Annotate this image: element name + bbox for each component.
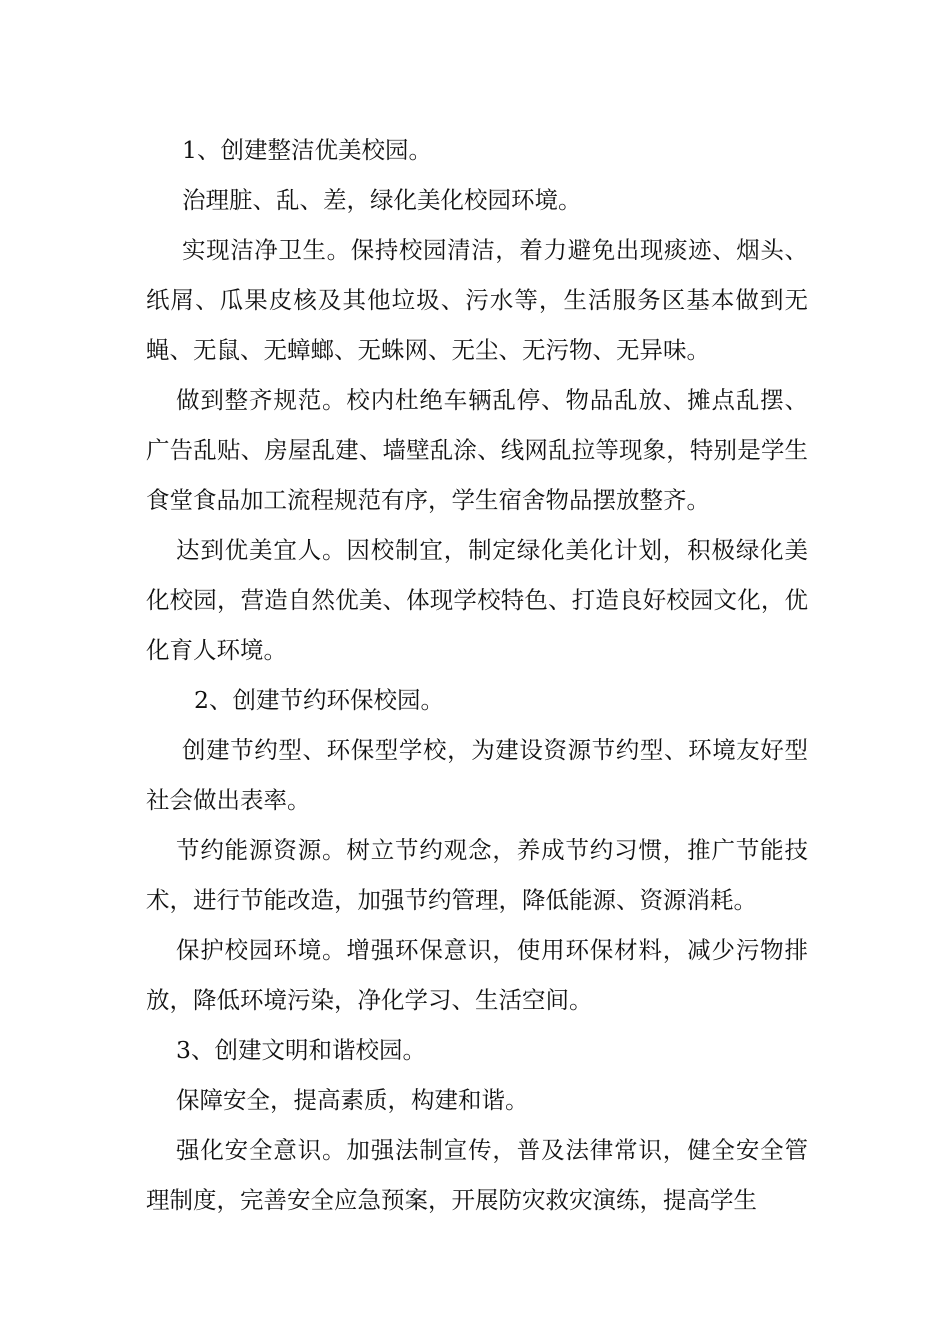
paragraph-6: 节约能源资源。树立节约观念，养成节约习惯，推广节能技术，进行节能改造，加强节约管理，降低能源、资源消耗。 xyxy=(146,836,808,914)
paragraph-9: 强化安全意识。加强法制宣传，普及法律常识，健全安全管理制度，完善安全应急预案，开展防灾救灾演练，提高学生 xyxy=(146,1136,808,1214)
heading-2: 2、创建节约环保校园。 xyxy=(194,686,444,714)
paragraph-3: 做到整齐规范。校内杜绝车辆乱停、物品乱放、摊点乱摆、广告乱贴、房屋乱建、墙壁乱涂、线网乱拉等现象，特别是学生食堂食品加工流程规范有序，学生宿舍物品摆放整齐。 xyxy=(146,386,808,514)
paragraph-4: 达到优美宜人。因校制宜，制定绿化美化计划，积极绿化美化校园，营造自然优美、体现学校特色、打造良好校园文化，优化育人环境。 xyxy=(146,536,808,664)
paragraph-1: 治理脏、乱、差，绿化美化校园环境。 xyxy=(182,186,582,214)
heading-1: 1、创建整洁优美校园。 xyxy=(182,136,432,164)
paragraph-8: 保障安全，提高素质，构建和谐。 xyxy=(176,1086,529,1114)
paragraph-5: 创建节约型、环保型学校，为建设资源节约型、环境友好型社会做出表率。 xyxy=(146,736,808,814)
paragraph-2: 实现洁净卫生。保持校园清洁，着力避免出现痰迹、烟头、纸屑、瓜果皮核及其他垃圾、污水等，生活服务区基本做到无蝇、无鼠、无蟑螂、无蛛网、无尘、无污物、无异味。 xyxy=(146,236,808,364)
paragraph-7: 保护校园环境。增强环保意识，使用环保材料，减少污物排放，降低环境污染，净化学习、生活空间。 xyxy=(146,936,808,1014)
heading-3: 3、创建文明和谐校园。 xyxy=(176,1036,426,1064)
